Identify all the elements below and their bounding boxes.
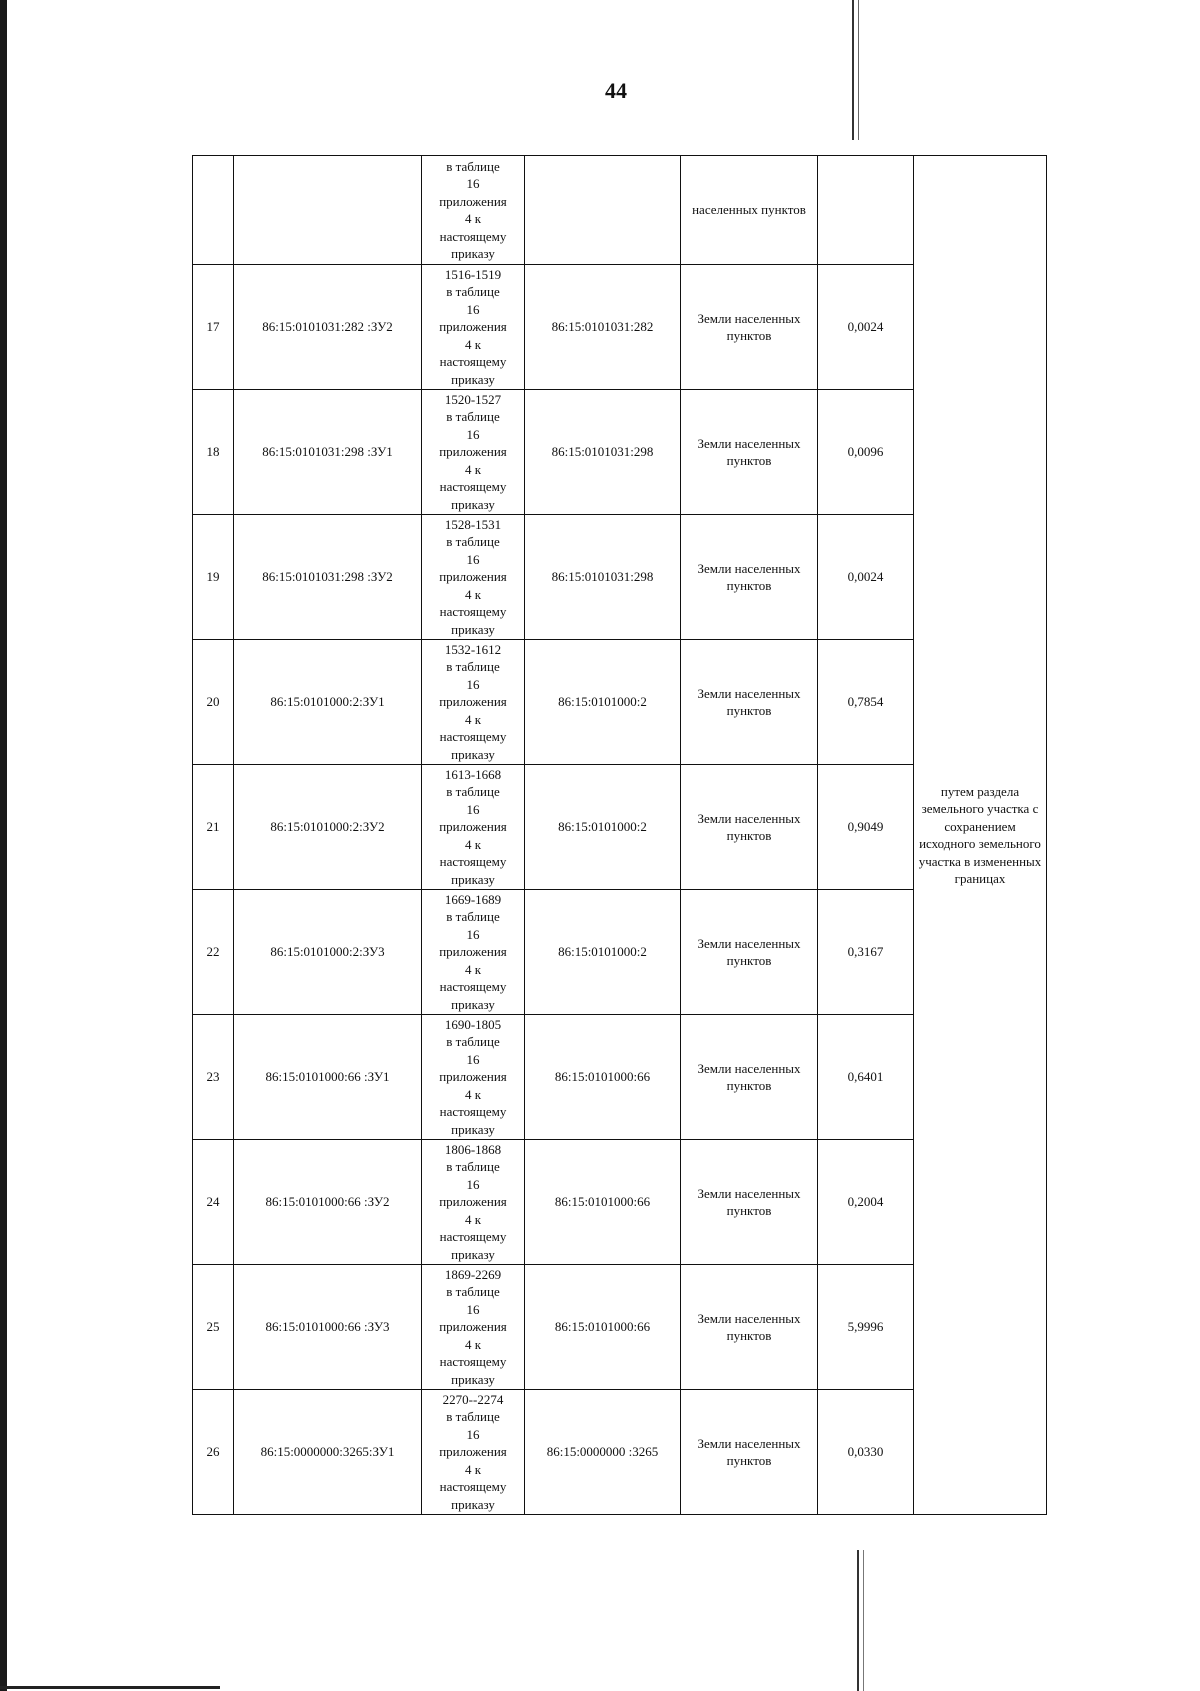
cell-points xyxy=(422,1390,525,1515)
points-placement-text: в таблице xyxy=(446,909,500,925)
cell-area: 0,6401 xyxy=(818,1015,914,1140)
cell-area: 0,0330 xyxy=(818,1390,914,1515)
cell-num: 24 xyxy=(193,1140,234,1265)
points-placement-text: в таблице xyxy=(446,1409,500,1425)
cell-num: 22 xyxy=(193,890,234,1015)
points-placement-text: приложения xyxy=(439,819,507,835)
cell-category: Земли населенных пунктов xyxy=(681,390,818,515)
points-placement-text: в таблице xyxy=(446,284,500,300)
cell-source xyxy=(525,156,681,265)
points-placement-text: приложения xyxy=(439,694,507,710)
points-placement-text: 4 к xyxy=(464,461,482,477)
points-range: 1690-1805 xyxy=(444,1016,502,1032)
cell-points xyxy=(422,640,525,765)
points-range: 1528-1531 xyxy=(444,516,502,532)
points-placement-text: настоящему xyxy=(439,1104,507,1120)
cell-points xyxy=(422,1140,525,1265)
cell-area: 0,0096 xyxy=(818,390,914,515)
scan-artifact-line xyxy=(857,1550,859,1691)
cell-num: 18 xyxy=(193,390,234,515)
cell-category: Земли населенных пунктов xyxy=(681,265,818,390)
points-placement-text: в таблице xyxy=(446,534,500,550)
cell-category: Земли населенных пунктов xyxy=(681,1015,818,1140)
points-placement-text: 4 к xyxy=(464,1086,482,1102)
cell-category: населенных пунктов xyxy=(681,156,818,265)
cell-source: 86:15:0101000:2 xyxy=(525,765,681,890)
scan-edge-left xyxy=(0,0,7,1691)
points-placement-text: приложения xyxy=(439,1319,507,1335)
points-placement-text: приказу xyxy=(451,621,495,637)
cell-num: 23 xyxy=(193,1015,234,1140)
points-range: 1516-1519 xyxy=(444,266,502,282)
points-placement-text: 16 xyxy=(466,1426,480,1442)
points-placement-text: в таблице xyxy=(446,1159,500,1175)
cell-id: 86:15:0101031:282 :ЗУ2 xyxy=(234,265,422,390)
cell-num xyxy=(193,156,234,265)
scan-artifact-line xyxy=(863,1550,864,1691)
points-placement-text: приложения xyxy=(439,444,507,460)
points-placement-text: приложения xyxy=(439,569,507,585)
cell-source: 86:15:0101000:2 xyxy=(525,890,681,1015)
page-number: 44 xyxy=(605,78,627,103)
cell-points xyxy=(422,1265,525,1390)
cell-source: 86:15:0101031:298 xyxy=(525,390,681,515)
points-placement-text: настоящему xyxy=(439,1479,507,1495)
points-placement-text: 16 xyxy=(466,426,480,442)
points-placement-text: приказу xyxy=(451,496,495,512)
cell-points xyxy=(422,390,525,515)
cell-category: Земли населенных пунктов xyxy=(681,1390,818,1515)
points-placement-text: настоящему xyxy=(439,854,507,870)
points-range: 1806-1868 xyxy=(444,1141,502,1157)
points-placement-text: 4 к xyxy=(464,1461,482,1477)
points-placement-text: 4 к xyxy=(464,961,482,977)
cell-area: 0,3167 xyxy=(818,890,914,1015)
points-range: 1869-2269 xyxy=(444,1266,502,1282)
cell-id: 86:15:0101031:298 :ЗУ1 xyxy=(234,390,422,515)
cell-points xyxy=(422,1015,525,1140)
points-placement-text: приказу xyxy=(451,1121,495,1137)
cell-category: Земли населенных пунктов xyxy=(681,515,818,640)
points-placement-text: приложения xyxy=(439,944,507,960)
points-placement-text: 16 xyxy=(466,801,480,817)
cell-area: 5,9996 xyxy=(818,1265,914,1390)
points-placement-text: 16 xyxy=(466,1051,480,1067)
points-placement-text: в таблице xyxy=(446,659,500,675)
cell-area: 0,7854 xyxy=(818,640,914,765)
points-placement-text: настоящему xyxy=(439,479,507,495)
cell-points: в таблице 16 приложения 4 к настоящему приказу xyxy=(422,156,525,265)
points-placement-text: настоящему xyxy=(439,1354,507,1370)
points-placement-text: в таблице xyxy=(446,784,500,800)
points-placement-text: приказу xyxy=(451,1371,495,1387)
points-placement-text: приложения xyxy=(439,1194,507,1210)
points-range: 1613-1668 xyxy=(444,766,502,782)
points-placement-text: 16 xyxy=(466,301,480,317)
cell-area: 0,2004 xyxy=(818,1140,914,1265)
cell-id: 86:15:0101000:66 :ЗУ2 xyxy=(234,1140,422,1265)
cell-points xyxy=(422,265,525,390)
cell-source: 86:15:0101031:282 xyxy=(525,265,681,390)
points-range: 1532-1612 xyxy=(444,641,502,657)
cell-category: Земли населенных пунктов xyxy=(681,1140,818,1265)
points-placement-text: 16 xyxy=(466,1176,480,1192)
points-placement-text: приказу xyxy=(451,871,495,887)
points-range: 1669-1689 xyxy=(444,891,502,907)
cell-source: 86:15:0101000:2 xyxy=(525,640,681,765)
points-range: 2270--2274 xyxy=(442,1391,504,1407)
points-placement-text: приложения xyxy=(439,1444,507,1460)
points-placement-text: настоящему xyxy=(439,979,507,995)
points-placement-text: 4 к xyxy=(464,1336,482,1352)
scan-artifact-bar xyxy=(0,1686,220,1689)
cell-id: 86:15:0101031:298 :ЗУ2 xyxy=(234,515,422,640)
cell-num: 25 xyxy=(193,1265,234,1390)
points-placement-text: 4 к xyxy=(464,586,482,602)
cell-area: 0,9049 xyxy=(818,765,914,890)
points-placement-text: 16 xyxy=(466,551,480,567)
points-placement-text: приказу xyxy=(451,1246,495,1262)
points-placement-text: 4 к xyxy=(464,336,482,352)
points-placement-text: 16 xyxy=(466,926,480,942)
points-placement-text: 4 к xyxy=(464,1211,482,1227)
points-placement-text: 16 xyxy=(466,676,480,692)
cell-id: 86:15:0101000:2:ЗУ3 xyxy=(234,890,422,1015)
cell-id xyxy=(234,156,422,265)
cell-num: 26 xyxy=(193,1390,234,1515)
points-placement-text: приказу xyxy=(451,1496,495,1512)
land-plots-table xyxy=(192,155,1047,1515)
cell-category: Земли населенных пунктов xyxy=(681,890,818,1015)
points-placement-text: настоящему xyxy=(439,729,507,745)
cell-source: 86:15:0101031:298 xyxy=(525,515,681,640)
cell-area xyxy=(818,156,914,265)
points-placement-text: 4 к xyxy=(464,711,482,727)
cell-id: 86:15:0101000:66 :ЗУ1 xyxy=(234,1015,422,1140)
cell-area: 0,0024 xyxy=(818,265,914,390)
cell-source: 86:15:0101000:66 xyxy=(525,1140,681,1265)
points-placement-text: настоящему xyxy=(439,354,507,370)
cell-id: 86:15:0000000:3265:ЗУ1 xyxy=(234,1390,422,1515)
points-placement-text: 16 xyxy=(466,1301,480,1317)
cell-points xyxy=(422,765,525,890)
points-placement-text: в таблице xyxy=(446,409,500,425)
cell-num: 17 xyxy=(193,265,234,390)
cell-id: 86:15:0101000:66 :ЗУ3 xyxy=(234,1265,422,1390)
cell-category: Земли населенных пунктов xyxy=(681,640,818,765)
cell-id: 86:15:0101000:2:ЗУ2 xyxy=(234,765,422,890)
points-placement-text: настоящему xyxy=(439,1229,507,1245)
cell-num: 20 xyxy=(193,640,234,765)
cell-source: 86:15:0101000:66 xyxy=(525,1265,681,1390)
cell-category: Земли населенных пунктов xyxy=(681,1265,818,1390)
points-range: 1520-1527 xyxy=(444,391,502,407)
cell-points xyxy=(422,515,525,640)
points-placement-text: настоящему xyxy=(439,604,507,620)
scan-artifact-line xyxy=(858,0,859,140)
points-placement-text: приказу xyxy=(451,746,495,762)
table-row-continued xyxy=(193,156,1047,265)
cell-area: 0,0024 xyxy=(818,515,914,640)
points-placement-text: 4 к xyxy=(464,836,482,852)
points-placement-text: приказу xyxy=(451,996,495,1012)
points-placement-text: приложения xyxy=(439,319,507,335)
points-placement-text: приказу xyxy=(451,371,495,387)
cell-source: 86:15:0000000 :3265 xyxy=(525,1390,681,1515)
cell-category: Земли населенных пунктов xyxy=(681,765,818,890)
cell-id: 86:15:0101000:2:ЗУ1 xyxy=(234,640,422,765)
cell-points xyxy=(422,890,525,1015)
points-placement-text: приложения xyxy=(439,1069,507,1085)
cell-source: 86:15:0101000:66 xyxy=(525,1015,681,1140)
points-placement-text: в таблице xyxy=(446,1284,500,1300)
cell-num: 21 xyxy=(193,765,234,890)
cell-num: 19 xyxy=(193,515,234,640)
cell-method: путем раздела земельного участка с сохранением исходного земельного участка в измененных границах xyxy=(914,156,1047,1515)
scan-artifact-line xyxy=(852,0,854,140)
points-placement-text: в таблице xyxy=(446,1034,500,1050)
